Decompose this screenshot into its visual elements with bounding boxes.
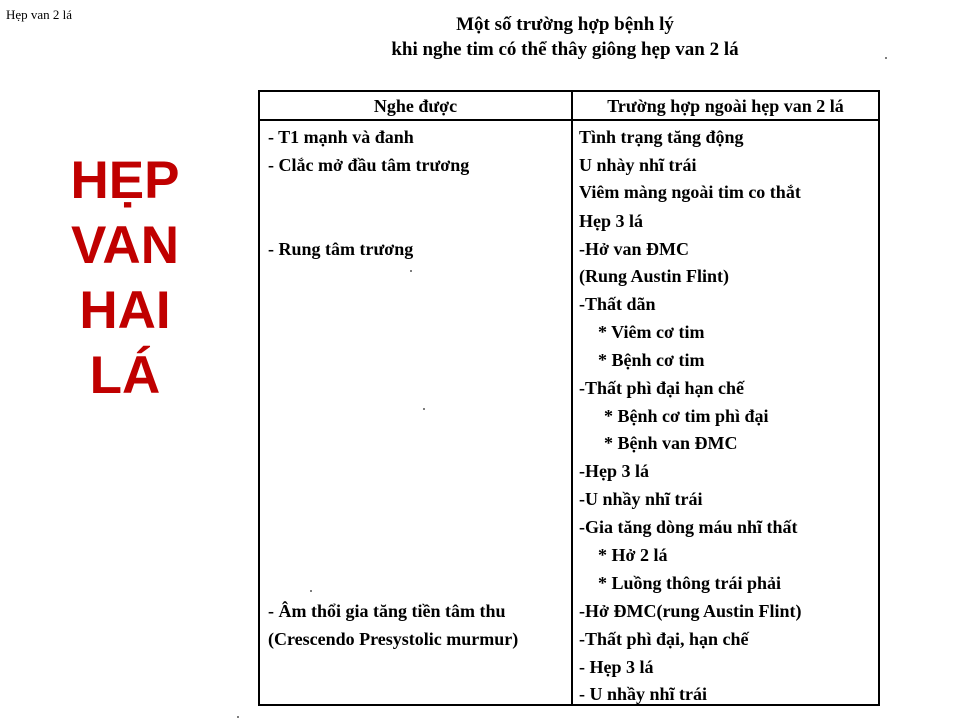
document-title-line-2: khi nghe tim có thể thây giông hẹp van 2 lá bbox=[391, 39, 739, 60]
column-header-other-cases: Trường hợp ngoài hẹp van 2 lá bbox=[607, 96, 844, 116]
left-cell: - T1 mạnh và đanh bbox=[268, 127, 414, 147]
column-divider bbox=[571, 92, 573, 704]
main-title-line-2: VAN bbox=[71, 216, 179, 275]
right-cell: Hẹp 3 lá bbox=[579, 211, 644, 231]
main-title-line-4: LÁ bbox=[89, 346, 161, 405]
right-cell: -Hở van ĐMC bbox=[579, 239, 689, 259]
right-cell: * Bệnh van ĐMC bbox=[604, 433, 738, 453]
right-cell: - U nhầy nhĩ trái bbox=[579, 684, 708, 704]
right-cell: - Hẹp 3 lá bbox=[579, 657, 654, 677]
document-title bbox=[330, 12, 800, 62]
right-cell: U nhày nhĩ trái bbox=[579, 155, 697, 175]
column-header-heard: Nghe được bbox=[373, 96, 458, 116]
right-cell: -Thất phì đại hạn chế bbox=[579, 378, 745, 398]
right-cell: Viêm màng ngoài tim co thắt bbox=[579, 182, 801, 202]
right-cell: * Bệnh cơ tim phì đại bbox=[604, 406, 769, 426]
scan-speck bbox=[310, 590, 312, 592]
left-cell: - Clắc mở đầu tâm trương bbox=[268, 155, 470, 175]
scan-speck bbox=[885, 57, 887, 59]
right-cell: -Hở ĐMC(rung Austin Flint) bbox=[579, 601, 802, 621]
document-title-line-1: Một số trường hợp bệnh lý bbox=[456, 14, 674, 35]
scan-speck bbox=[410, 270, 412, 272]
left-cell: - Rung tâm trương bbox=[268, 239, 414, 259]
comparison-table bbox=[258, 90, 880, 706]
right-cell: * Luồng thông trái phải bbox=[598, 573, 782, 593]
slide-header-label: Hẹp van 2 lá bbox=[6, 7, 73, 22]
right-cell: * Viêm cơ tim bbox=[598, 322, 705, 342]
left-cell: - Âm thổi gia tăng tiền tâm thu bbox=[268, 601, 506, 621]
right-cell: * Hở 2 lá bbox=[598, 545, 668, 565]
right-cell: -Thất dãn bbox=[579, 294, 656, 314]
right-cell: * Bệnh cơ tim bbox=[598, 350, 705, 370]
right-cell: -Thất phì đại, hạn chế bbox=[579, 629, 749, 649]
right-cell: -Gia tăng dòng máu nhĩ thất bbox=[579, 517, 798, 537]
scan-speck bbox=[237, 716, 239, 718]
right-cell: -Hẹp 3 lá bbox=[579, 461, 649, 481]
right-cell: Tình trạng tăng động bbox=[579, 127, 744, 147]
left-cell: (Crescendo Presystolic murmur) bbox=[268, 629, 519, 649]
right-cell: (Rung Austin Flint) bbox=[579, 266, 730, 286]
scan-speck bbox=[423, 408, 425, 410]
main-title-line-3: HAI bbox=[79, 281, 171, 340]
slide-main-title bbox=[40, 148, 210, 408]
main-title-line-1: HẸP bbox=[70, 151, 180, 210]
right-cell: -U nhầy nhĩ trái bbox=[579, 489, 703, 509]
